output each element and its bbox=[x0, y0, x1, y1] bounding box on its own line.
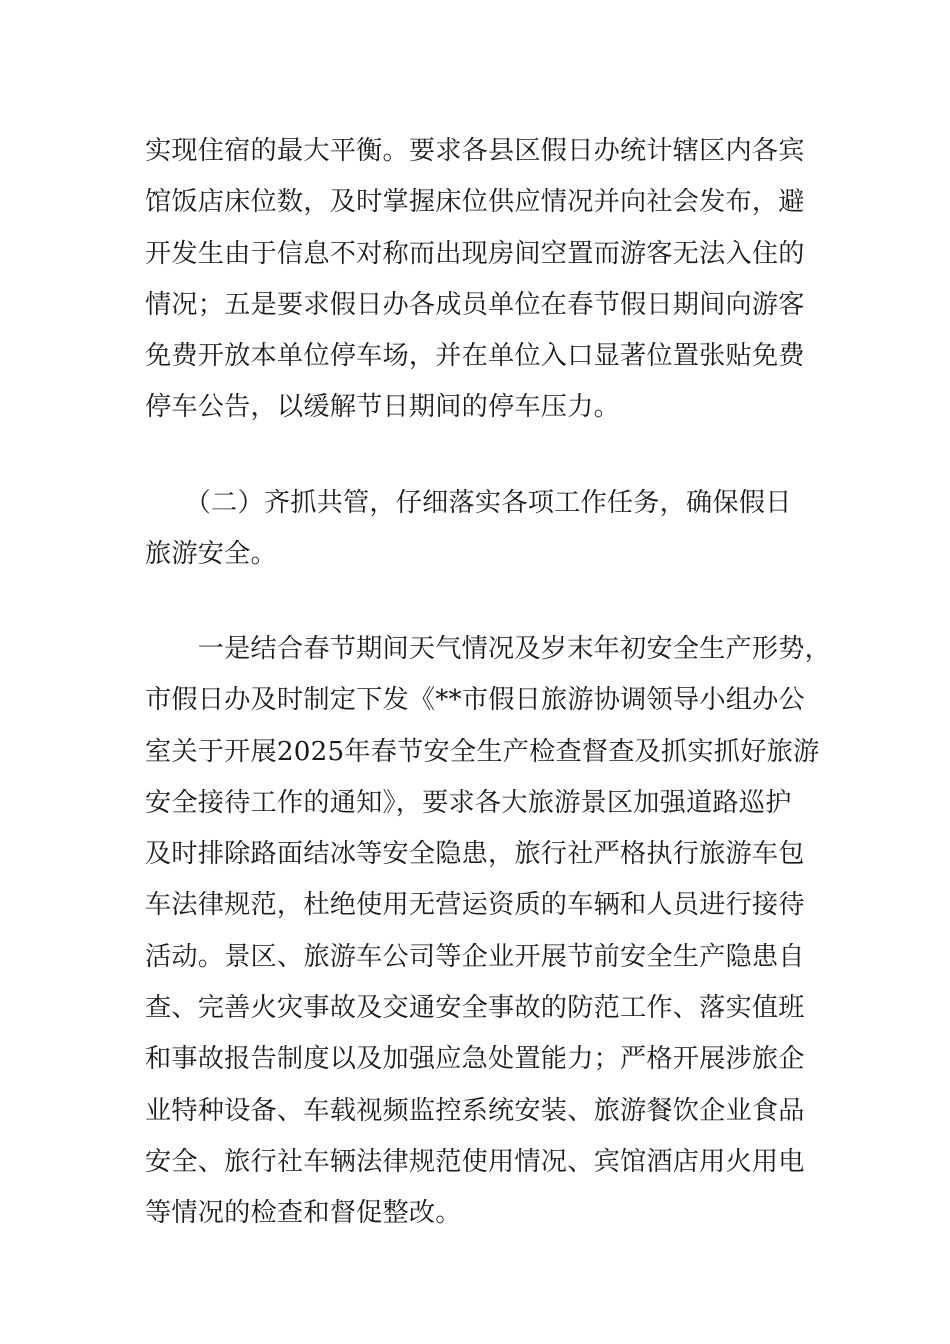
text-line: 和事故报告制度以及加强应急处置能力；严格开展涉旅企 bbox=[145, 1044, 805, 1075]
text-line: 及时排除路面结冰等安全隐患，旅行社严格执行旅游车包 bbox=[145, 839, 805, 870]
text-line: 馆饭店床位数，及时掌握床位供应情况并向社会发布，避 bbox=[145, 187, 805, 218]
text-line: 免费开放本单位停车场，并在单位入口显著位置张贴免费 bbox=[145, 341, 805, 372]
text-line: 车法律规范，杜绝使用无营运资质的车辆和人员进行接待 bbox=[145, 890, 805, 921]
text-line: 安全、旅行社车辆法律规范使用情况、宾馆酒店用火用电 bbox=[145, 1146, 805, 1177]
paragraph-safety-inspection bbox=[145, 624, 832, 1240]
text-line: 市假日办及时制定下发《**市假日旅游协调领导小组办公 bbox=[145, 685, 805, 716]
text-line: 开发生由于信息不对称而出现房间空置而游客无法入住的 bbox=[145, 238, 805, 269]
text-line: 一是结合春节期间天气情况及岁末年初安全生产形势， bbox=[145, 634, 832, 664]
text-line: 旅游安全。 bbox=[145, 539, 277, 570]
text-line: 室关于开展2025年春节安全生产检查督查及抓实抓好旅游 bbox=[145, 736, 820, 767]
text-line: 安全接待工作的通知》，要求各大旅游景区加强道路巡护 bbox=[145, 787, 792, 818]
text-line: 查、完善火灾事故及交通安全事故的防范工作、落实值班 bbox=[145, 993, 805, 1024]
paragraph-accommodation-balance bbox=[145, 126, 815, 434]
text-line: 情况；五是要求假日办各成员单位在春节假日期间向游客 bbox=[145, 289, 805, 320]
text-line: 等情况的检查和督促整改。 bbox=[145, 1198, 462, 1229]
text-line: 活动。景区、旅游车公司等企业开展节前安全生产隐患自 bbox=[145, 941, 805, 972]
text-line: 停车公告，以缓解节日期间的停车压力。 bbox=[145, 392, 620, 423]
text-line: 实现住宿的最大平衡。要求各县区假日办统计辖区内各宾 bbox=[145, 136, 805, 166]
section-heading-tourism-safety bbox=[145, 478, 815, 581]
text-line: 业特种设备、车载视频监控系统安装、旅游餐饮企业食品 bbox=[145, 1095, 805, 1126]
text-line: （二）齐抓共管，仔细落实各项工作任务，确保假日 bbox=[145, 488, 792, 518]
